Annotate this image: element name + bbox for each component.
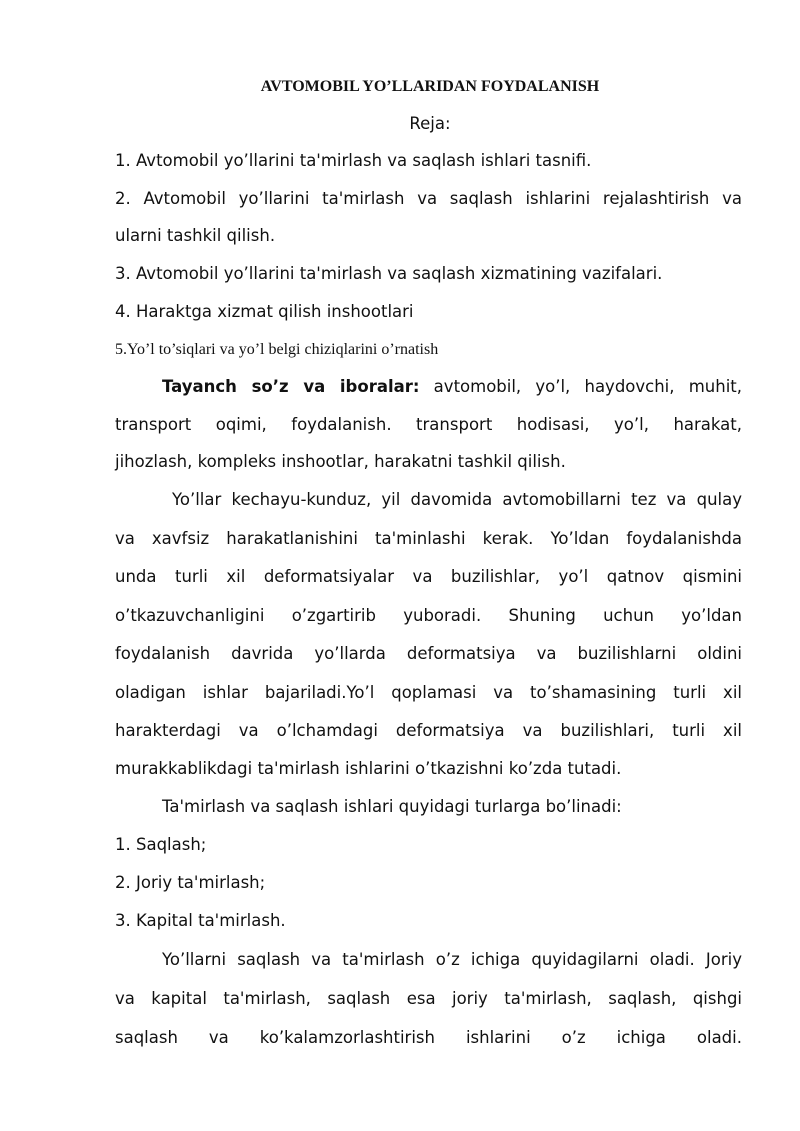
paragraph-line: Yo’llarni saqlash va ta'mirlash o’z ichiga quyidagilarni oladi. Joriy — [162, 950, 742, 969]
keywords-line: transport oqimi, foydalanish. transport hodisasi, yo’l, harakat, — [115, 415, 742, 434]
plan-item: 2. Avtomobil yo’llarini ta'mirlash va saqlash ishlarini rejalashtirish va — [115, 189, 742, 208]
paragraph-line: o’tkazuvchanligini o’zgartirib yuboradi. Shuning uchun yo’ldan — [115, 606, 742, 625]
list-item: 2. Joriy ta'mirlash; — [115, 873, 266, 892]
paragraph-line: va kapital ta'mirlash, saqlash esa joriy ta'mirlash, saqlash, qishgi — [115, 989, 742, 1008]
paragraph-line: Yo’llar kechayu-kunduz, yil davomida avtomobillarni tez va qulay — [172, 490, 742, 509]
plan-item: 4. Haraktga xizmat qilish inshootlari — [115, 302, 414, 321]
keywords-label: Tayanch so’z va iboralar: — [162, 377, 420, 396]
keywords-line: jihozlash, kompleks inshootlar, harakatni tashkil qilish. — [115, 452, 566, 471]
plan-item: 3. Avtomobil yo’llarini ta'mirlash va saqlash xizmatining vazifalari. — [115, 264, 663, 283]
paragraph-line: va xavfsiz harakatlanishini ta'minlashi kerak. Yo’ldan foydalanishda — [115, 529, 742, 548]
paragraph-line: harakterdagi va o’lchamdagi deformatsiya va buzilishlari, turli xil — [115, 721, 742, 740]
keywords-line — [162, 377, 742, 397]
plan-label: Reja: — [409, 114, 451, 133]
paragraph-line: murakkablikdagi ta'mirlash ishlarini o’tkazishni ko’zda tutadi. — [115, 759, 622, 778]
plan-item-continuation: ularni tashkil qilish. — [115, 226, 276, 245]
keywords-text: avtomobil, yo’l, haydovchi, muhit, — [419, 377, 742, 396]
paragraph-line: oladigan ishlar bajariladi.Yo’l qoplamasi va to’shamasining turli xil — [115, 683, 742, 702]
types-intro: Ta'mirlash va saqlash ishlari quyidagi turlarga bo’linadi: — [162, 797, 622, 816]
document-title: AVTOMOBIL YO’LLARIDAN FOYDALANISH — [260, 78, 600, 95]
list-item: 1. Saqlash; — [115, 835, 207, 854]
paragraph-line: unda turli xil deformatsiyalar va buzilishlar, yo’l qatnov qismini — [115, 567, 742, 586]
paragraph-line: saqlash va ko’kalamzorlashtirish ishlarini o’z ichiga oladi. — [115, 1028, 742, 1047]
list-item: 3. Kapital ta'mirlash. — [115, 911, 286, 930]
paragraph-line: foydalanish davrida yo’llarda deformatsiya va buzilishlarni oldini — [115, 644, 742, 663]
plan-item: 5.Yo’l to’siqlari va yo’l belgi chiziqlarini o’rnatish — [115, 341, 439, 358]
plan-item: 1. Avtomobil yo’llarini ta'mirlash va saqlash ishlari tasnifi. — [115, 151, 592, 170]
